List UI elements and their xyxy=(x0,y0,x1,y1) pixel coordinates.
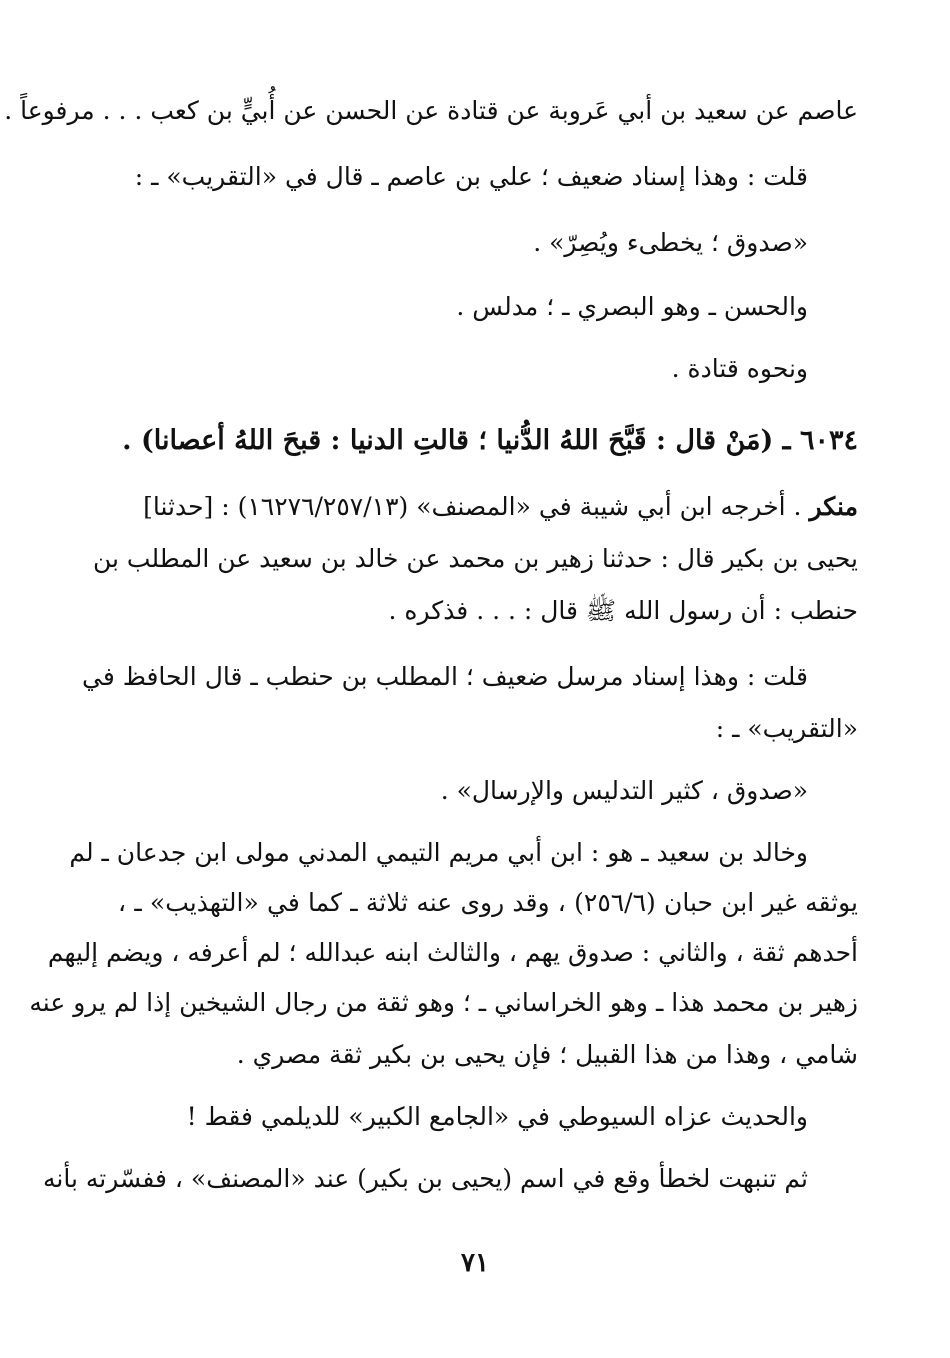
text-line-8: يوثقه غير ابن حبان (٢٥٦/٦) ، وقد روى عنه ثلاثة ـ كما في «التهذيب» ـ ، xyxy=(118,888,858,917)
verdict-label: منكر xyxy=(809,492,858,521)
page-number: ٧١ xyxy=(461,1248,489,1278)
text-line-11: شامي ، وهذا من هذا القبيل ؛ فإن يحيى بن بكير ثقة مصري . xyxy=(236,1040,858,1069)
text-line-2: قلت : وهذا إسناد ضعيف ؛ علي بن عاصم ـ قال في «التقريب» ـ : xyxy=(134,162,808,191)
text-line-1: عاصم عن سعيد بن أبي عَروبة عن قتادة عن الحسن عن أُبيٍّ بن كعب . . . مرفوعاً . xyxy=(4,96,858,125)
takhrij-line-3: حنطب : أن رسول الله ﷺ قال : . . . فذكره . xyxy=(388,596,858,625)
takhrij-line-1-text: . أخرجه ابن أبي شيبة في «المصنف» (١٦٢٧٦/٢٥٧/١٣) : [حدثنا] xyxy=(143,492,802,521)
text-line-9: أحدهم ثقة ، والثاني : صدوق يهم ، والثالث ابنه عبدالله ؛ لم أعرفه ، ويضم إليهم xyxy=(47,938,858,967)
quote-line-1: «صدوق ؛ يخطىء ويُصِرّ» . xyxy=(533,228,808,257)
text-line-4: ونحوه قتادة . xyxy=(671,354,808,383)
quote-line-2: «صدوق ، كثير التدليس والإرسال» . xyxy=(440,776,808,805)
text-line-5: قلت : وهذا إسناد مرسل ضعيف ؛ المطلب بن حنطب ـ قال الحافظ في xyxy=(82,662,808,691)
takhrij-line-1 xyxy=(118,490,858,524)
takhrij-line-2: يحيى بن بكير قال : حدثنا زهير بن محمد عن خالد بن سعيد عن المطلب بن xyxy=(92,544,858,573)
text-line-6: «التقريب» ـ : xyxy=(715,714,858,743)
text-line-10: زهير بن محمد هذا ـ وهو الخراساني ـ ؛ وهو ثقة من رجال الشيخين إذا لم يرو عنه xyxy=(29,988,858,1017)
text-line-3: والحسن ـ وهو البصري ـ ؛ مدلس . xyxy=(456,292,808,321)
text-line-7: وخالد بن سعيد ـ هو : ابن أبي مريم التيمي المدني مولى ابن جدعان ـ لم xyxy=(69,838,808,867)
text-line-12: والحديث عزاه السيوطي في «الجامع الكبير» للديلمي فقط ! xyxy=(186,1102,808,1131)
hadith-heading: ٦٠٣٤ ـ (مَنْ قال : قَبَّحَ اللهُ الدُّنيا ؛ قالتِ الدنيا : قبحَ اللهُ أعصانا) . xyxy=(122,425,858,456)
text-line-13: ثم تنبهت لخطأ وقع في اسم (يحيى بن بكير) عند «المصنف» ، ففسّرته بأنه xyxy=(43,1164,808,1193)
